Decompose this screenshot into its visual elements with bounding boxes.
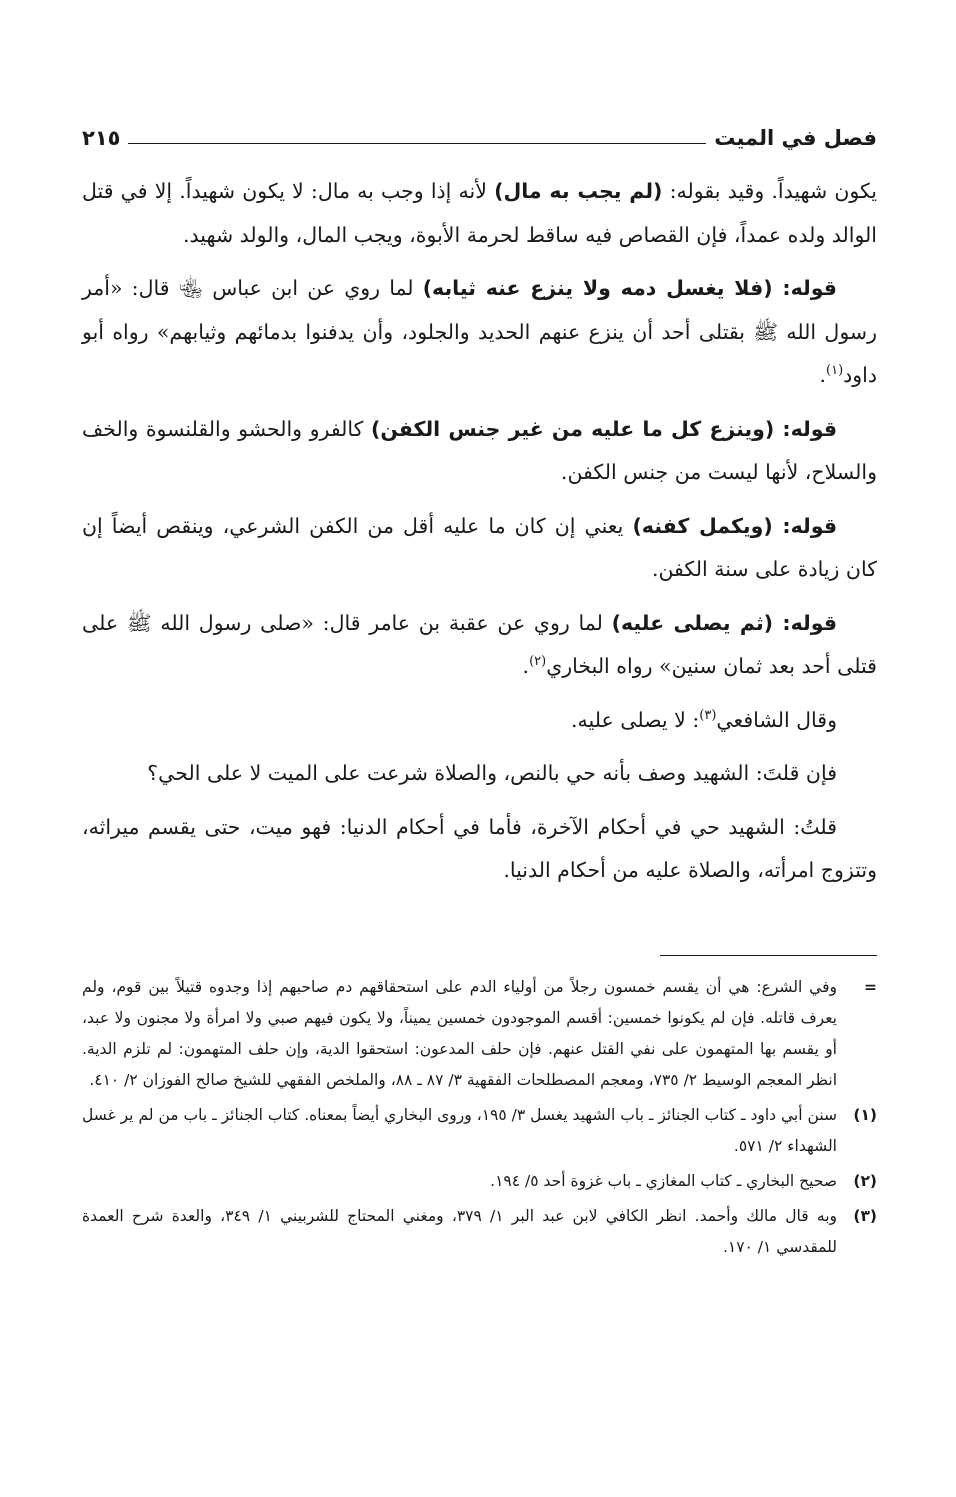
main-text — [82, 170, 877, 903]
text-run: يعني إن كان ما عليه أقل من الكفن الشرعي، وينقص أيضاً إن كان زيادة على سنة الكفن. — [82, 513, 877, 581]
paragraph-3 — [82, 408, 877, 495]
footnote-mark: (١) — [853, 1106, 877, 1124]
footnote-1 — [82, 1100, 877, 1162]
quoted-matn: قوله: (ثم يصلى عليه) — [611, 610, 837, 635]
footnote-text: صحيح البخاري ـ كتاب المغازي ـ باب غزوة أحد ٥/ ١٩٤. — [490, 1172, 837, 1190]
text-run: لأنه إذا وجب به مال: لا يكون شهيداً. إلا في قتل الوالد ولده عمداً، فإن القصاص فيه ساقط لحرمة الأبوة، ويجب المال، والولد شهيد. — [82, 179, 877, 247]
footnote-mark: (٣) — [853, 1207, 877, 1225]
footnote-text: وبه قال مالك وأحمد. انظر الكافي لابن عبد البر ١/ ٣٧٩، ومغني المحتاج للشربيني ١/ ٣٤٩، والعدة شرح العمدة للمقدسي ١/ ١٧٠. — [82, 1207, 837, 1256]
paragraph-2 — [82, 267, 877, 398]
footnote-ref-1[interactable]: (١) — [826, 363, 844, 379]
text-run: لما روي عن ابن عباس ﵄ قال: «أمر رسول الله ﷺ بقتلى أحد أن ينزع عنهم الحديد والجلود، وأن يدفنوا بدمائهم وثيابهم» رواه أبو داود — [82, 276, 877, 387]
text-run: . — [522, 654, 530, 678]
text-run: كالفرو والحشو والقلنسوة والخف والسلاح، لأنها ليست من جنس الكفن. — [82, 416, 877, 484]
quoted-matn: قوله: (فلا يغسل دمه ولا ينزع عنه ثيابه) — [422, 276, 837, 300]
footnote-ref-2[interactable]: (٢) — [529, 654, 547, 670]
quoted-matn: قوله: (وينزع كل ما عليه من غير جنس الكفن) — [370, 416, 837, 441]
footnote-3 — [82, 1201, 877, 1263]
paragraph-5 — [82, 602, 877, 689]
quoted-matn: قوله: (ويكمل كفنه) — [632, 513, 837, 538]
footnote-2 — [82, 1166, 877, 1197]
text-run: وقال الشافعي — [716, 707, 837, 732]
paragraph-8 — [82, 806, 877, 893]
text-run: قلتُ: الشهيد حي في أحكام الآخرة، فأما في أحكام الدنيا: فهو ميت، حتى يقسم ميراثه، وتتزوج امرأته، والصلاة عليه من أحكام الدنيا. — [82, 814, 877, 882]
footnote-text: وفي الشرع: هي أن يقسم خمسون رجلاً من أولياء الدم على استحقاقهم دم صاحبهم إذا وجدوه قتيلاً بين قوم، ولم يعرف قاتله. فإن لم يكونوا خمسين: أقسم الموجودون خمسين يميناً، ولا يكون فيهم صبي ولا امرأة ولا مجنون ولا عبد، أو يقسم بها المتهمون على نفي القتل عنهم. فإن حلف المدعون: استحقوا الدية، وإن حلف المتهمون: لم تلزم الدية. انظر المعجم الوسيط ٢/ ٧٣٥، ومعجم المصطلحات الفقهية ٣/ ٨٧ ـ ٨٨، والملخص الفقهي للشيخ صالح الفوزان ٢/ ٤١٠. — [82, 978, 837, 1089]
chapter-title: فصل في الميت — [714, 126, 877, 150]
paragraph-4 — [82, 505, 877, 592]
text-run: . — [819, 363, 826, 387]
footnote-separator — [660, 955, 877, 956]
text-run: فإن قلتَ: الشهيد وصف بأنه حي بالنص، والصلاة شرعت على الميت لا على الحي؟ — [147, 761, 837, 785]
text-run: : لا يصلى عليه. — [571, 707, 700, 732]
quoted-matn: (لم يجب به مال) — [494, 179, 663, 203]
header-rule — [128, 143, 706, 144]
paragraph-1 — [82, 170, 877, 257]
footnote-continuation — [82, 972, 877, 1096]
text-run: يكون شهيداً. وقيد بقوله: — [662, 179, 878, 203]
footnote-text: سنن أبي داود ـ كتاب الجنائز ـ باب الشهيد يغسل ٣/ ١٩٥، وروى البخاري أيضاً بمعناه. كتاب الجنائز ـ باب من لم ير غسل الشهداء ٢/ ٥٧١. — [82, 1106, 837, 1155]
footnotes — [82, 972, 877, 1267]
paragraph-6 — [82, 699, 877, 743]
paragraph-7 — [82, 752, 877, 796]
running-header — [82, 118, 877, 152]
page-number: ٢١٥ — [82, 126, 121, 150]
footnote-mark: (٢) — [853, 1172, 877, 1190]
footnote-ref-3[interactable]: (٣) — [699, 707, 717, 723]
text-run: لما روي عن عقبة بن عامر قال: «صلى رسول الله ﷺ على قتلى أحد بعد ثمان سنين» رواه البخاري — [82, 610, 877, 678]
footnote-mark: = — [864, 978, 877, 996]
